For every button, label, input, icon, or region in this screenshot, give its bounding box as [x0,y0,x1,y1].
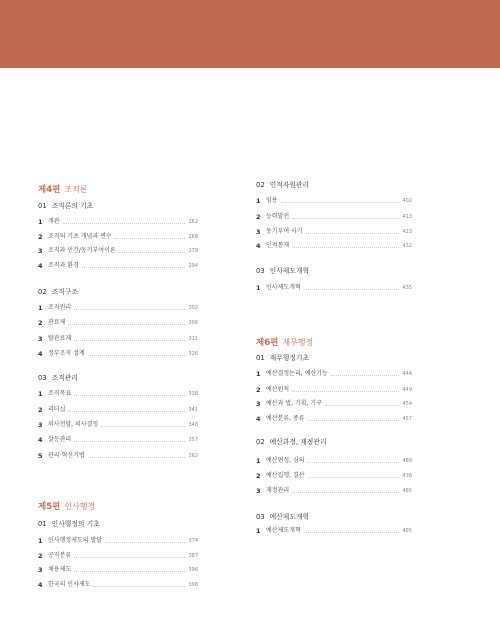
leader-dots [331,375,400,376]
toc-entry[interactable] [38,333,198,345]
entry-title: 개관 [48,218,60,225]
chapter-heading[interactable] [38,200,198,212]
page-number: 387 [188,553,198,559]
entry-number: 3 [38,421,43,429]
entry-title: 정부조직 설계 [48,350,85,357]
leader-dots [74,340,185,341]
entry-number: 2 [38,552,43,560]
leader-dots [306,233,400,234]
chapter-number: 02 [256,438,265,446]
page-number: 444 [402,371,412,377]
entry-title: 탈관료제 [48,335,72,342]
entry-number: 2 [38,319,43,327]
page-number: 374 [188,538,198,544]
entry-title: 인사행정제도의 발달 [48,537,103,544]
leader-dots [119,252,186,253]
chapter-number: 02 [38,288,47,296]
toc-entry[interactable] [256,384,412,396]
entry-number: 5 [38,452,43,460]
entry-title: 조직원리 [48,304,72,311]
part-title: 재무행정 [282,338,314,347]
page-number: 423 [402,229,412,235]
entry-number: 4 [256,242,261,250]
page-number: 306 [188,320,198,326]
toc-entry[interactable] [38,450,198,462]
entry-number: 2 [38,406,43,414]
entry-number: 3 [256,228,261,236]
entry-title: 갈등관리 [48,436,72,443]
page-number: 348 [188,422,198,428]
leader-dots [63,223,186,224]
page-number: 326 [188,351,198,357]
part-heading [38,177,198,195]
entry-title: 예산집행, 결산 [266,472,305,479]
toc-entry[interactable] [256,398,412,410]
toc-entry[interactable] [256,368,412,380]
entry-title: 재정관리 [266,487,290,494]
toc-entry[interactable] [256,470,412,482]
page-number: 495 [402,528,412,534]
toc-entry[interactable] [256,282,412,294]
entry-title: 공직분류 [48,552,72,559]
toc-entry[interactable] [256,211,412,223]
chapter-number: 03 [256,513,265,521]
chapter-title: 조직론의 기초 [51,202,94,210]
entry-title: 조직과 환경 [48,262,79,269]
entry-title: 동기부여·사기 [266,228,303,235]
entry-title: 조직목표 [48,390,72,397]
leader-dots [82,267,186,268]
entry-number: 1 [38,304,43,312]
leader-dots [292,247,399,248]
toc-entry[interactable] [256,226,412,238]
leader-dots [308,420,400,421]
entry-title: 인사제도개혁 [266,284,301,291]
chapter-heading[interactable] [38,286,198,298]
chapter-number: 03 [256,267,265,275]
page-number: 262 [188,219,198,225]
leader-dots [74,571,185,572]
toc-entry[interactable] [38,535,198,547]
entry-number: 1 [256,284,261,292]
entry-number: 3 [38,566,43,574]
toc-entry[interactable] [256,240,412,252]
toc-entry[interactable] [38,348,198,360]
entry-title: 능력발전 [266,213,290,220]
part-number: 제6편 [256,338,279,348]
entry-title: 인적통제 [266,242,290,249]
leader-dots [74,309,185,310]
chapter-title: 조직관리 [51,374,78,382]
page-number: 302 [188,305,198,311]
leader-dots [292,492,399,493]
entry-number: 3 [256,400,261,408]
leader-dots [105,542,185,543]
chapter-heading[interactable] [256,511,412,523]
chapter-heading[interactable] [256,265,412,277]
toc-entry[interactable] [38,419,198,431]
page-number: 402 [402,198,412,204]
part-heading [256,330,412,348]
entry-number: 4 [38,350,43,358]
entry-number: 2 [256,472,261,480]
entry-number: 1 [256,197,261,205]
toc-entry[interactable] [256,195,412,207]
toc-entry[interactable] [38,216,198,228]
leader-dots [308,477,400,478]
toc-entry[interactable] [38,317,198,329]
leader-dots [101,426,185,427]
entry-number: 2 [256,386,261,394]
toc-entry[interactable] [38,404,198,416]
leader-dots [308,462,400,463]
part-title: 조직론 [64,185,88,194]
leader-dots [93,586,185,587]
chapter-title: 예산과정, 재정관리 [269,438,327,446]
page-number: 449 [402,387,412,393]
entry-number: 4 [256,415,261,423]
page-number: 413 [402,214,412,220]
page-number: 279 [188,248,198,254]
toc-entry[interactable] [38,302,198,314]
entry-number: 1 [256,370,261,378]
page-number: 362 [188,453,198,459]
page-number: 432 [402,243,412,249]
chapter-number: 01 [38,202,47,210]
chapter-number: 02 [256,181,265,189]
toc-entry[interactable] [38,550,198,562]
chapter-heading[interactable] [256,352,412,364]
toc-entry[interactable] [256,485,412,497]
entry-number: 1 [38,218,43,226]
toc-entry[interactable] [256,525,412,537]
entry-title: 한국의 인사제도 [48,581,91,588]
leader-dots [88,355,186,356]
toc-entry[interactable] [256,455,412,467]
leader-dots [325,405,400,406]
chapter-number: 01 [256,354,265,362]
page-number: 294 [188,263,198,269]
chapter-title: 인사행정의 기초 [51,520,100,528]
leader-dots [88,457,186,458]
leader-dots [281,202,400,203]
page-number: 268 [188,234,198,240]
chapter-title: 재무행정기초 [269,354,310,362]
toc-entry[interactable] [38,388,198,400]
chapter-number: 03 [38,374,47,382]
chapter-number: 01 [38,520,47,528]
entry-number: 3 [256,487,261,495]
page-number: 469 [402,458,412,464]
page-number: 435 [402,285,412,291]
toc-entry[interactable] [38,434,198,446]
entry-title: 의사전달, 의사결정 [48,421,99,428]
toc-entry[interactable] [38,579,198,591]
page-number: 357 [188,437,198,443]
entry-number: 2 [256,213,261,221]
page-number: 341 [188,407,198,413]
entry-number: 1 [38,390,43,398]
leader-dots [68,411,185,412]
entry-title: 임용 [266,197,278,204]
page-number: 485 [402,488,412,494]
leader-dots [74,395,185,396]
toc-entry[interactable] [256,413,412,425]
entry-title: 예산분류, 종류 [266,415,305,422]
entry-title: 예산결정논리, 예산기능 [266,370,328,377]
page-number: 454 [402,401,412,407]
chapter-title: 인사제도개혁 [269,267,310,275]
entry-number: 4 [38,581,43,589]
toc-entry[interactable] [38,245,198,257]
chapter-title: 조직구조 [51,288,78,296]
entry-number: 4 [38,262,43,270]
entry-number: 2 [38,233,43,241]
entry-title: 예산원칙 [266,386,290,393]
page-number: 398 [188,582,198,588]
leader-dots [292,218,399,219]
chapter-title: 예산제도개혁 [269,513,310,521]
entry-title: 관리·혁신기법 [48,452,85,459]
part-title: 인사행정 [64,502,96,511]
toc-entry[interactable] [38,260,198,272]
entry-title: 채용제도 [48,566,72,573]
page-number: 457 [402,416,412,422]
part-number: 제5편 [38,502,61,512]
chapter-heading[interactable] [256,179,412,191]
entry-title: 관료제 [48,319,66,326]
entry-number: 1 [256,527,261,535]
entry-title: 예산과 법, 기획, 기구 [266,400,322,407]
entry-number: 4 [38,436,43,444]
entry-number: 3 [38,335,43,343]
toc-entry[interactable] [38,564,198,576]
chapter-heading[interactable] [38,518,198,530]
leader-dots [304,532,400,533]
leader-dots [68,324,185,325]
entry-title: 예산편성, 심의 [266,457,305,464]
leader-dots [74,557,185,558]
header-banner [0,0,500,68]
page-number: 311 [188,336,198,342]
leader-dots [292,391,399,392]
entry-title: 리더십 [48,406,66,413]
entry-number: 1 [38,537,43,545]
page-number: 476 [402,473,412,479]
entry-title: 조직의 기초 개념과 변수 [48,233,112,240]
entry-number: 1 [256,457,261,465]
part-heading [38,494,198,512]
leader-dots [304,289,400,290]
page-number: 396 [188,567,198,573]
leader-dots [115,238,186,239]
leader-dots [74,441,185,442]
chapter-heading[interactable] [256,436,412,448]
part-number: 제4편 [38,185,61,195]
chapter-title: 인적자원관리 [269,181,310,189]
chapter-heading[interactable] [38,372,198,384]
entry-title: 조직과 인간/동기부여이론 [48,247,116,254]
entry-title: 예산제도개혁 [266,527,301,534]
page-number: 338 [188,391,198,397]
toc-entry[interactable] [38,231,198,243]
entry-number: 3 [38,247,43,255]
